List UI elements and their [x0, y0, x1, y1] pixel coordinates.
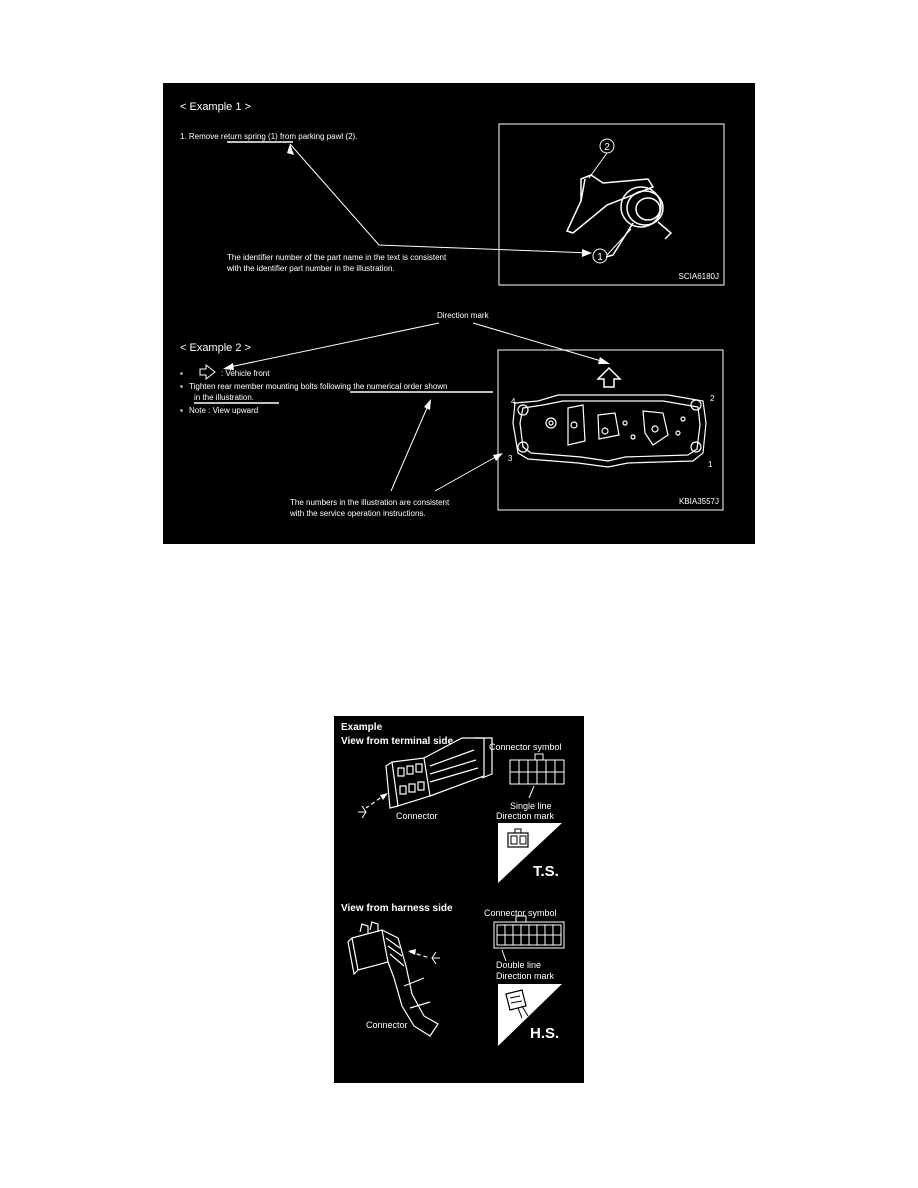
example1-arrowhead-right: [582, 249, 592, 257]
example-figure-1: [163, 83, 755, 544]
harness-connector-label: Connector: [366, 1020, 408, 1030]
parking-pawl-spring-illustration: [567, 175, 671, 257]
example2-arrowhead-1: [424, 399, 431, 410]
terminal-direction-mark-label: Direction mark: [496, 811, 555, 821]
bullet-tighten-line1: Tighten rear member mounting bolts following the numerical order shown: [189, 382, 448, 391]
example1-code: SCIA6180J: [678, 272, 719, 281]
harness-badge-label: H.S.: [530, 1025, 560, 1042]
harness-side-eye-icon: [432, 952, 440, 964]
terminal-side-eye-icon: [358, 806, 366, 818]
example1-callout-arrow: [290, 144, 591, 253]
example1-illustration-frame: [499, 124, 724, 285]
rear-member-illustration: [513, 395, 706, 467]
bolt-number-3: 3: [508, 454, 513, 463]
example2-code: KBIA3557J: [678, 497, 719, 506]
bullet-vehicle-front: : Vehicle front: [221, 369, 270, 378]
harness-double-line-label: Double line: [496, 960, 542, 970]
bullet-tighten-line2: in the illustration.: [194, 393, 255, 402]
example1-step: 1. Remove return spring (1) from parking pawl (2).: [180, 132, 358, 141]
terminal-side-connector-symbol: [510, 754, 564, 784]
harness-symbol-label: Connector symbol: [484, 908, 557, 918]
example-figure-1-svg: [163, 83, 755, 544]
marker-1: 1: [597, 252, 603, 263]
connector-view-figure: [334, 716, 584, 1083]
direction-mark-label: Direction mark: [437, 311, 489, 320]
example2-heading: < Example 2 >: [180, 342, 251, 354]
harness-side-view-arrowhead: [408, 949, 416, 955]
figure2-title: Example: [341, 722, 383, 733]
harness-side-connector-drawing: [348, 922, 438, 1036]
marker-2: 2: [604, 142, 610, 153]
example1-arrowhead-up: [287, 144, 294, 155]
terminal-side-connector-drawing: [386, 738, 492, 808]
example1-callout-line1: The identifier number of the part name in the text is consistent: [227, 253, 447, 262]
example2-callout-line1: The numbers in the illustration are consistent: [290, 498, 450, 507]
harness-direction-mark-label: Direction mark: [496, 971, 555, 981]
example2-leader-1: [391, 401, 430, 491]
terminal-single-line-label: Single line: [510, 801, 552, 811]
direction-mark-arrowhead-right: [598, 357, 610, 364]
bullet-dot-2: ▪: [180, 382, 183, 391]
direction-mark-leader-right: [473, 323, 608, 363]
bullet-note: Note : View upward: [189, 406, 259, 415]
example2-callout-line2: with the service operation instructions.: [290, 509, 426, 518]
bolt-number-4: 4: [511, 397, 516, 406]
terminal-badge-label: T.S.: [533, 863, 559, 880]
example2-illustration-frame: [498, 350, 723, 510]
example1-heading: < Example 1 >: [180, 101, 251, 113]
direction-mark-leader-left: [225, 323, 439, 368]
single-line-leader: [529, 786, 534, 798]
bolt-number-1: 1: [708, 460, 713, 469]
terminal-connector-label: Connector: [396, 811, 438, 821]
terminal-symbol-label: Connector symbol: [489, 742, 562, 752]
bolt-number-2: 2: [710, 394, 715, 403]
marker-1-leader: [607, 229, 631, 255]
example1-callout-line2: with the identifier part number in the illustration.: [227, 264, 395, 273]
bullet-dot-3: ▪: [180, 406, 183, 415]
example2-leader-2: [435, 454, 501, 491]
bullet-dot-1: ▪: [180, 369, 183, 378]
direction-mark-up-arrow-icon: [598, 368, 620, 387]
vehicle-front-arrow-icon: [200, 365, 215, 379]
harness-side-heading: View from harness side: [341, 903, 453, 914]
terminal-side-heading: View from terminal side: [341, 736, 454, 747]
connector-view-figure-svg: [334, 716, 584, 1083]
harness-side-connector-symbol: [494, 916, 564, 948]
marker-2-leader: [589, 153, 607, 178]
terminal-side-view-arrowhead: [380, 793, 388, 800]
